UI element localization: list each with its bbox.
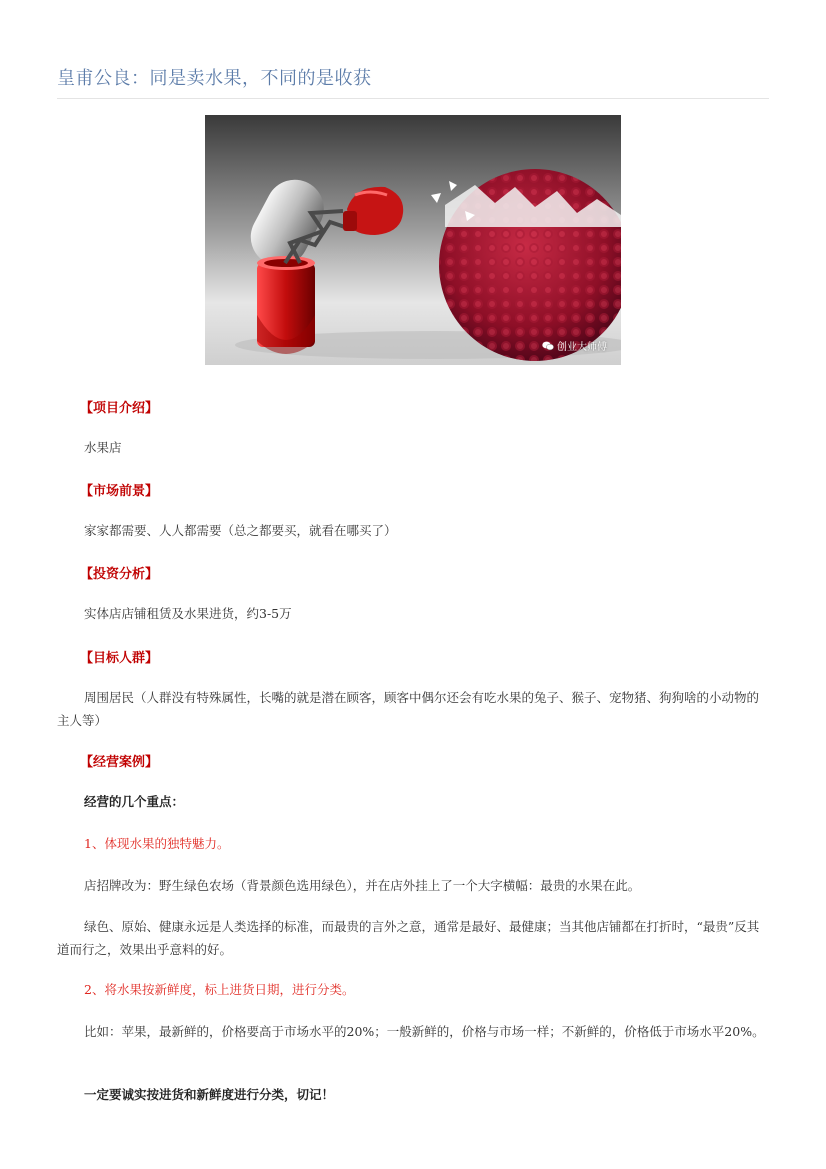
point-1-body-1: 店招牌改为：野生绿色农场（背景颜色选用绿色），并在店外挂上了一个大字横幅：最贵的水果在此。	[84, 878, 641, 893]
point-1-heading: 1、体现水果的独特魅力。	[84, 836, 230, 851]
point-2-heading: 2、将水果按新鲜度，标上进货日期，进行分类。	[84, 982, 355, 997]
key-points-heading: 经营的几个重点：	[84, 794, 185, 809]
intro-body: 水果店	[84, 440, 122, 455]
section-head-target: 【目标人群】	[80, 651, 159, 666]
wechat-icon	[542, 341, 554, 351]
market-body: 家家都需要、人人都需要（总之都要买，就看在哪买了）	[84, 523, 397, 538]
section-head-market: 【市场前景】	[80, 484, 159, 499]
section-head-case: 【经营案例】	[80, 755, 159, 770]
invest-body: 实体店店铺租赁及水果进货，约3-5万	[84, 606, 292, 621]
point-1-body-2: 绿色、原始、健康永远是人类选择的标准，而最贵的言外之意，通常是最好、最健康；当其他店铺都在打折时，“最贵”反其道而行之，效果出乎意料的好。	[57, 919, 760, 957]
section-head-intro: 【项目介绍】	[80, 401, 159, 416]
point-2-body: 比如：苹果，最新鲜的，价格要高于市场水平的20%；一般新鲜的，价格与市场一样；不新鲜的，价格低于市场水平20%。	[84, 1024, 765, 1039]
watermark-text: 创业大师傅	[557, 342, 607, 353]
image-watermark	[542, 338, 607, 353]
pill-vs-virus-illustration	[205, 115, 621, 365]
target-body: 周围居民（人群没有特殊属性，长嘴的就是潜在顾客，顾客中偶尔还会有吃水果的兔子、猴子、宠物猪、狗狗啥的小动物的主人等）	[57, 690, 760, 728]
section-head-invest: 【投资分析】	[80, 567, 159, 582]
article-title: 皇甫公良：同是卖水果，不同的是收获	[57, 68, 372, 89]
article-hero-image	[205, 115, 621, 365]
title-divider	[57, 98, 769, 99]
closing-note: 一定要诚实按进货和新鲜度进行分类，切记！	[84, 1087, 335, 1102]
